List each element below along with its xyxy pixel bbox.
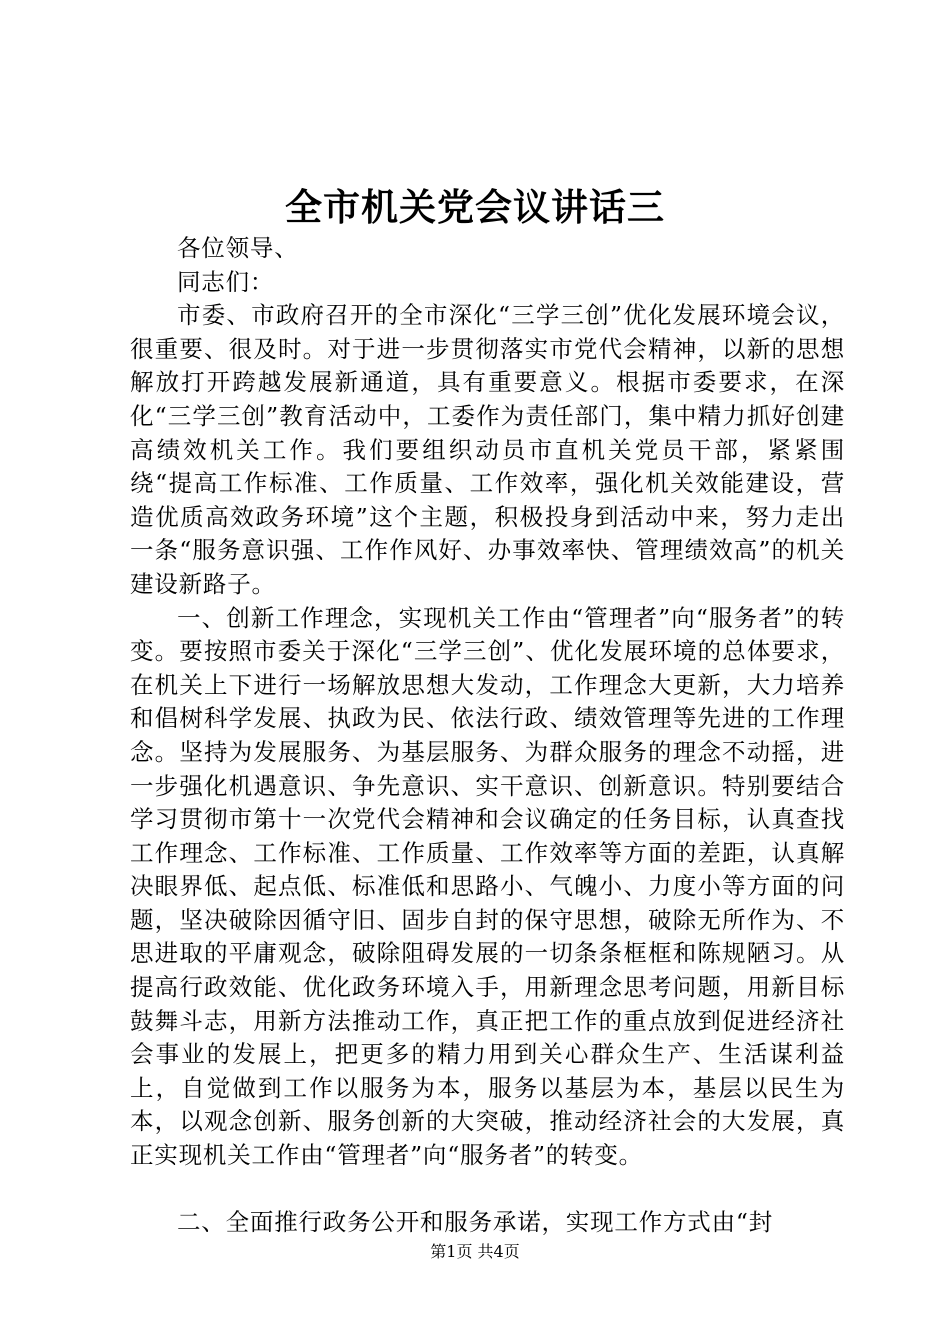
document-body (130, 232, 845, 1240)
salutation-line: 各位领导、 (177, 234, 299, 262)
document-title: 全市机关党会议讲话三 (285, 185, 665, 229)
body-paragraph: 市委、市政府召开的全市深化“三学三创”优化发展环境会议，很重要、很及时。对于进一步贯彻落实市党代会精神，以新的思想解放打开跨越发展新通道，具有重要意义。根据市委要求，在深化“三学三创”教育活动中，工委作为责任部门，集中精力抓好创建高绩效机关工作。我们要组织动员市直机关党员干部，紧紧围绕“提高工作标准、工作质量、工作效率，强化机关效能建设，营造优质高效政务环境”这个主题，积极投身到活动中来，努力走出一条“服务意识强、工作作风好、办事效率快、管理绩效高”的机关建设新路子。 (130, 301, 845, 598)
body-paragraph: 二、全面推行政务公开和服务承诺，实现工作方式由“封 (177, 1208, 774, 1237)
salutation-line: 同志们： (177, 267, 275, 296)
body-paragraph: 一、创新工作理念，实现机关工作由“管理者”向“服务者”的转变。要按照市委关于深化“三学三创”、优化发展环境的总体要求，在机关上下进行一场解放思想大发动，工作理念大更新，大力培养和倡树科学发展、执政为民、依法行政、绩效管理等先进的工作理念。坚持为发展服务、为基层服务、为群众服务的理念不动摇，进一步强化机遇意识、争先意识、实干意识、创新意识。特别要结合学习贯彻市第十一次党代会精神和会议确定的任务目标，认真查找工作理念、工作标准、工作质量、工作效率等方面的差距，认真解决眼界低、起点低、标准低和思路小、气魄小、力度小等方面的问题，坚决破除因循守旧、固步自封的保守思想，破除无所作为、不思进取的平庸观念，破除阻碍发展的一切条条框框和陈规陋习。从提高行政效能、优化政务环境入手，用新理念思考问题，用新目标鼓舞斗志，用新方法推动工作，真正把工作的重点放到促进经济社会事业的发展上，把更多的精力用到关心群众生产、生活谋利益上，自觉做到工作以服务为本，服务以基层为本，基层以民生为本，以观念创新、服务创新的大突破，推动经济社会的大发展，真正实现机关工作由“管理者”向“服务者”的转变。 (130, 603, 845, 1170)
page-number: 第1页 共4页 (430, 1242, 520, 1261)
